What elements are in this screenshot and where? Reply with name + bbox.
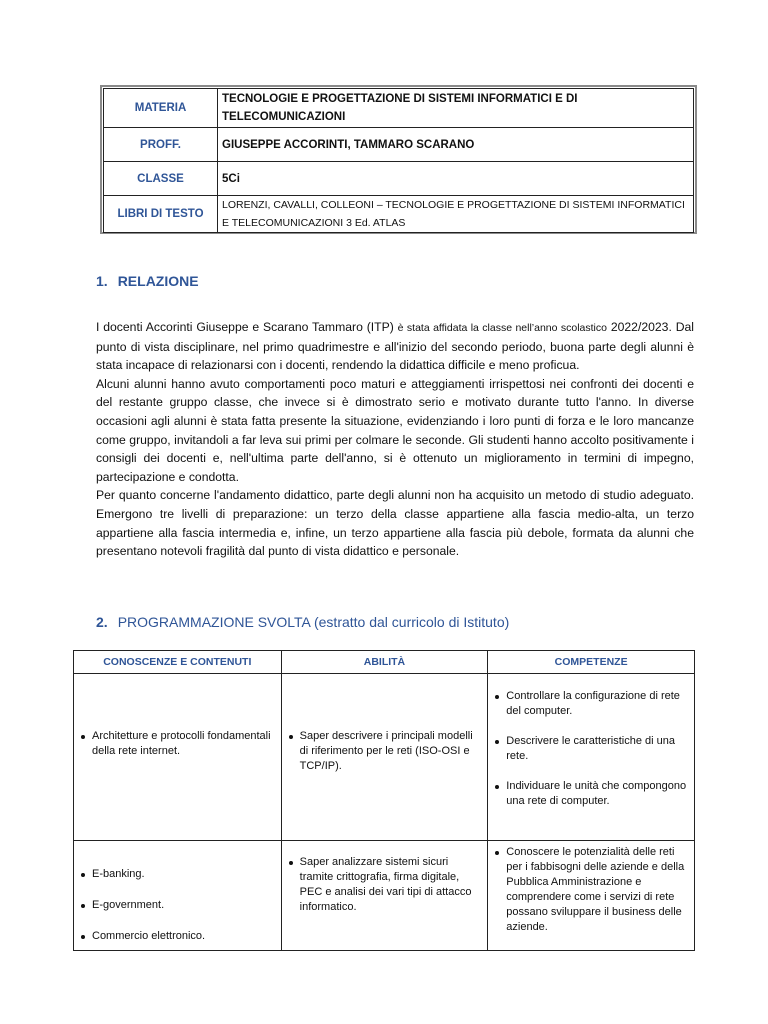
table-row (74, 841, 695, 951)
course-info-table (100, 85, 697, 234)
list-item: Controllare la configurazione di rete del computer. (494, 689, 688, 719)
list-item: Commercio elettronico. (80, 929, 275, 944)
info-value-proff: GIUSEPPE ACCORINTI, TAMMARO SCARANO (218, 128, 694, 162)
list-item: E-government. (80, 898, 275, 913)
info-label-libri: LIBRI DI TESTO (104, 196, 218, 233)
relazione-paragraph-2: Alcuni alunni hanno avuto comportamenti poco maturi e atteggiamenti irrispettosi nei confronti dei docenti e del restante gruppo classe, che invece si è dimostrato serio e motivato durante tutto l'anno. In diverse occasioni agli alunni è stata fatta presente la situazione, evidenziando i loro punti di forza e le loro mancanze come gruppo, invitandoli a far leva sui primi per colmare le seconde. Gli studenti hanno accolto positivamente i consigli dei docenti e, nell'ultima parte dell'anno, si è ottenuto un miglioramento in termini di impegno, partecipazione e condotta. (96, 376, 694, 484)
relazione-paragraph-3: Per quanto concerne l'andamento didattico, parte degli alunni non ha acquisito un metodo di studio adeguato. Emergono tre livelli di preparazione: un terzo della classe appartiene alla fascia medio-alta, un terzo appartiene alla fascia intermedia e, infine, un terzo appartiene alla fascia più debole, formata da alunni che presentano notevoli fragilità dal punto di vista didattico e personale. (96, 488, 694, 559)
table-row (74, 674, 695, 841)
libri-line-2: E TELECOMUNICAZIONI 3 Ed. ATLAS (222, 217, 406, 229)
p1-rest: 2022/2023. Dal punto di vista disciplinare, nel primo quadrimestre e all'inizio del secondo periodo, buona parte degli alunni è stata incapace di relazionarsi con i docenti, rendendo la didattica difficile e meno proficua. (96, 320, 694, 373)
competenze-cell (488, 674, 695, 841)
info-row-libri (104, 196, 694, 233)
info-value-libri (218, 196, 694, 233)
p1-start: I docenti Accorinti Giuseppe e Scarano Tammaro (ITP) (96, 320, 398, 334)
info-row-materia (104, 89, 694, 128)
info-value-materia (218, 89, 694, 128)
relazione-body (96, 318, 694, 561)
relazione-paragraph-1 (96, 318, 694, 375)
p1-small-text: è stata affidata la classe nell’anno scolastico (397, 322, 607, 334)
bullet-list (288, 729, 482, 774)
info-label-proff: PROFF. (104, 128, 218, 162)
program-table-header (74, 651, 695, 674)
bullet-list (494, 845, 688, 935)
libri-line-1: LORENZI, CAVALLI, COLLEONI – TECNOLOGIE E PROGETTAZIONE DI SISTEMI INFORMATICI (222, 199, 685, 211)
section-title: RELAZIONE (117, 273, 199, 289)
program-table (73, 650, 695, 951)
list-item: Descrivere le caratteristiche di una rete. (494, 734, 688, 764)
abilita-cell (281, 841, 488, 951)
header-competenze: COMPETENZE (488, 651, 695, 674)
conoscenze-cell (74, 841, 282, 951)
info-row-proff (104, 128, 694, 162)
header-abilita: ABILITÀ (281, 651, 488, 674)
materia-line-1: TECNOLOGIE E PROGETTAZIONE DI SISTEMI INFORMATICI E DI (222, 93, 578, 105)
info-label-materia: MATERIA (104, 89, 218, 128)
info-value-classe: 5Ci (218, 162, 694, 196)
materia-line-2: TELECOMUNICAZIONI (222, 111, 346, 123)
bullet-list (80, 729, 275, 759)
conoscenze-cell (74, 674, 282, 841)
header-conoscenze: CONOSCENZE E CONTENUTI (74, 651, 282, 674)
info-row-classe (104, 162, 694, 196)
section-heading-programmazione (96, 614, 509, 630)
list-item: Individuare le unità che compongono una rete di computer. (494, 779, 688, 809)
section-heading-relazione (96, 273, 199, 289)
list-item: Architetture e protocolli fondamentali della rete internet. (80, 729, 275, 759)
list-item: Conoscere le potenzialità delle reti per i fabbisogni delle aziende e della Pubblica Amministrazione e comprendere come i servizi di rete possano sviluppare il business delle aziende. (494, 845, 688, 935)
list-item: E-banking. (80, 867, 275, 882)
course-info-grid (103, 88, 694, 233)
list-item: Saper analizzare sistemi sicuri tramite crittografia, firma digitale, PEC e analisi dei vari tipi di attacco informatico. (288, 855, 482, 915)
bullet-list (80, 867, 275, 944)
section-number: 1. (96, 273, 108, 289)
section-number: 2. (96, 614, 108, 630)
info-label-classe: CLASSE (104, 162, 218, 196)
section-title: PROGRAMMAZIONE SVOLTA (estratto dal curricolo di Istituto) (117, 614, 510, 630)
list-item: Saper descrivere i principali modelli di riferimento per le reti (ISO-OSI e TCP/IP). (288, 729, 482, 774)
bullet-list (494, 689, 688, 809)
competenze-cell (488, 841, 695, 951)
abilita-cell (281, 674, 488, 841)
bullet-list (288, 855, 482, 915)
